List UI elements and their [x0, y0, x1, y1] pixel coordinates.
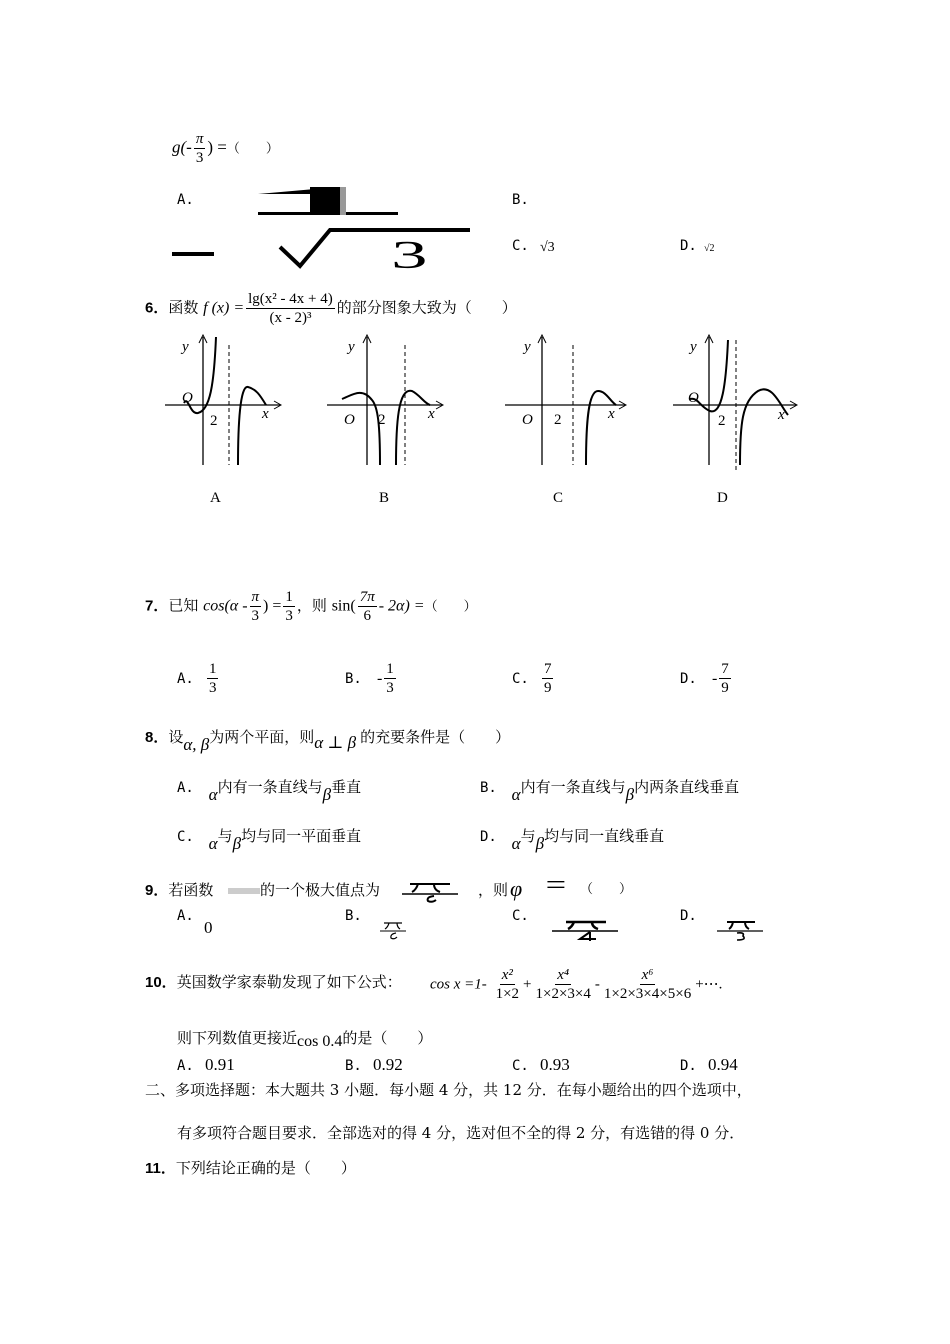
- beta-symbol: β: [232, 834, 242, 853]
- q10-line2: [177, 1028, 432, 1049]
- q5-option-c-label: C.: [512, 238, 529, 254]
- q7-sin-tail: - 2α) =: [378, 597, 425, 615]
- q10-option-c: [512, 1055, 570, 1075]
- one-numerator: 1: [285, 589, 293, 605]
- plus-sign: +: [523, 976, 532, 993]
- q9-mid: 的一个极大值点为: [260, 881, 381, 899]
- option-value: 0.92: [372, 1055, 403, 1074]
- q7-stem: [145, 588, 477, 625]
- q9-stem: [145, 880, 213, 901]
- q6-fraction: [246, 290, 335, 327]
- option-label: B.: [345, 1058, 362, 1074]
- origin-label: O: [344, 412, 355, 428]
- option-label: B.: [480, 780, 497, 796]
- q7-paren: （ ）: [424, 599, 477, 615]
- q9-option-c-image: [550, 918, 620, 942]
- q5-g: g(-: [172, 137, 192, 157]
- q9-option-a-label: A.: [177, 908, 194, 924]
- option-label: C.: [512, 1058, 529, 1074]
- q5-option-d-value: √2: [704, 243, 715, 254]
- q6-graph-b-label: B: [379, 490, 390, 506]
- q7-lead: 已知: [168, 596, 199, 615]
- q7-number: 7．: [145, 597, 169, 615]
- q8-option-a: [177, 777, 362, 804]
- q5-close: ) =: [207, 137, 227, 157]
- q9-number: 9．: [145, 882, 169, 899]
- numerator: 7: [543, 661, 552, 677]
- term-numerator: x²: [501, 967, 513, 983]
- origin-label: O: [182, 390, 193, 406]
- option-text: 与: [217, 827, 233, 845]
- q7-frac-7pi6: [358, 588, 377, 625]
- q5-stem: [172, 130, 279, 167]
- section-2-heading-line1: 二、多项选择题：本大题共 3 小题．每小题 4 分，共 12 分．在每小题给出的四个选项中，: [145, 1081, 752, 1099]
- q10-number: 10．: [145, 974, 177, 991]
- q6-graph-a-label: A: [210, 490, 221, 506]
- denominator: 3: [386, 680, 394, 696]
- denominator: 3: [208, 680, 217, 696]
- q6-stem: [145, 290, 517, 327]
- q7-cos: cos(α -: [203, 597, 248, 615]
- seven-pi-numerator: 7π: [359, 589, 375, 605]
- option-label: A.: [177, 671, 194, 687]
- x-axis-label: x: [778, 407, 785, 423]
- q6-graph-d: [668, 325, 808, 475]
- q8-option-b: [480, 777, 740, 804]
- option-label: D.: [480, 829, 497, 845]
- term-numerator: x⁴: [557, 967, 570, 983]
- denominator: 9: [721, 680, 729, 696]
- q9-pi-over-6-image: [400, 880, 460, 904]
- option-text: 内两条直线垂直: [634, 778, 740, 796]
- tick-2-label: 2: [718, 413, 726, 429]
- q7-option-d: [680, 660, 733, 697]
- q5-option-a-distorted-image: [170, 182, 480, 272]
- option-value: 0.93: [539, 1055, 570, 1074]
- q8-ab: α, β: [183, 735, 210, 754]
- q8-mid: 为两个平面，则: [209, 728, 315, 746]
- q6-graph-c-label: C: [553, 490, 564, 506]
- three-denominator: 3: [251, 608, 260, 624]
- q8-stem: [145, 727, 511, 754]
- option-label: D.: [680, 1058, 697, 1074]
- q6-graph-a: [160, 325, 290, 470]
- q9-function-image-blurred: [228, 885, 260, 897]
- origin-label: O: [688, 390, 699, 406]
- taylor-term-2: [534, 966, 593, 1003]
- y-axis-label: y: [348, 339, 355, 355]
- q11-stem: [145, 1158, 356, 1179]
- q8-lead: 设: [168, 728, 184, 746]
- svg-text:3: 3: [391, 232, 428, 272]
- q6-tail: 的部分图象大致为（ ）: [336, 298, 517, 317]
- q9-eq: =: [545, 870, 567, 901]
- option-value: 0.91: [204, 1055, 235, 1074]
- q8-option-c: [177, 826, 362, 853]
- cos-x-lhs: cos x =1-: [430, 976, 487, 993]
- q9-lead: 若函数: [168, 881, 214, 899]
- q6-fx: f (x) =: [203, 299, 245, 317]
- q9-paren: （ ）: [580, 882, 633, 897]
- y-axis-label: y: [524, 339, 531, 355]
- option-label: B.: [345, 671, 362, 687]
- three-denominator: 3: [195, 150, 204, 166]
- origin-label: O: [522, 412, 533, 428]
- option-sign: -: [376, 670, 383, 687]
- pi-numerator: π: [195, 131, 204, 147]
- q7-comma: ，则: [296, 596, 327, 615]
- beta-symbol: β: [535, 834, 545, 853]
- q5-fraction: [194, 130, 206, 167]
- q10-option-d: [680, 1055, 738, 1075]
- q7-frac-pi3: [250, 588, 262, 625]
- q5-paren: （ ）: [226, 141, 279, 157]
- alpha-symbol: α: [511, 834, 521, 853]
- term-denominator: 1×2×3×4: [535, 986, 591, 1002]
- minus-sign: -: [594, 976, 600, 993]
- taylor-term-3: [602, 966, 693, 1003]
- q9-option-a-value: 0: [204, 918, 213, 937]
- q5-option-d-label: D.: [680, 238, 697, 254]
- numerator: 1: [386, 661, 394, 677]
- option-text: 内有一条直线与: [217, 778, 323, 796]
- q10-stem: [145, 972, 402, 993]
- section-2-heading-line2: 有多项符合题目要求．全部选对的得 4 分，选对但不全的得 2 分，有选错的得 0 分．: [177, 1124, 745, 1142]
- q9-option-d-image: [715, 918, 765, 942]
- tick-2-label: 2: [210, 413, 218, 429]
- q6-graph-c: [500, 325, 640, 470]
- q8-option-d: [480, 826, 665, 853]
- q6-numerator: lg(x² - 4x + 4): [248, 291, 333, 307]
- q11-number: 11．: [145, 1160, 176, 1177]
- q9-option-d-label: D.: [680, 908, 697, 924]
- alpha-symbol: α: [208, 834, 218, 853]
- option-text: 与: [520, 827, 536, 845]
- q10-line2-tail: 的是（ ）: [342, 1029, 433, 1047]
- q5-option-c-value: √3: [540, 240, 555, 255]
- three-denominator: 3: [285, 608, 293, 624]
- q7-frac-13: [283, 588, 295, 625]
- q5-option-b-label: B.: [512, 192, 529, 208]
- q9-phi: φ: [510, 876, 523, 901]
- option-fraction: [207, 660, 219, 697]
- x-axis-label: x: [608, 406, 615, 422]
- q7-sin: sin(: [331, 597, 356, 615]
- option-label: D.: [680, 671, 697, 687]
- denominator: 9: [543, 680, 552, 696]
- q7-option-b: [345, 660, 398, 697]
- option-text: 内有一条直线与: [520, 778, 626, 796]
- q7-option-a: [177, 660, 220, 697]
- option-fraction: [719, 660, 731, 697]
- option-text: 均与同一平面垂直: [241, 827, 362, 845]
- option-fraction: [384, 660, 396, 697]
- q8-number: 8．: [145, 729, 169, 746]
- q10-taylor-formula: [430, 966, 722, 1003]
- q10-option-b: [345, 1055, 403, 1075]
- option-label: A.: [177, 780, 194, 796]
- q6-graph-b: [322, 325, 452, 470]
- cos-0.4: cos 0.4: [297, 1033, 343, 1050]
- option-label: C.: [177, 829, 194, 845]
- x-axis-label: x: [262, 406, 269, 422]
- option-value: 0.94: [707, 1055, 738, 1074]
- y-axis-label: y: [690, 339, 697, 355]
- option-label: C.: [512, 671, 529, 687]
- numerator: 1: [208, 661, 217, 677]
- ellipsis: +⋯.: [695, 976, 723, 993]
- term-denominator: 1×2: [495, 986, 520, 1002]
- six-denominator: 6: [363, 608, 371, 624]
- taylor-term-1: [494, 966, 521, 1003]
- q8-tail: 的充要条件是（ ）: [360, 728, 511, 746]
- option-fraction: [542, 660, 554, 697]
- q5-option-a-label: A.: [177, 192, 194, 208]
- q9-option-b-label: B.: [345, 908, 362, 924]
- option-text: 垂直: [331, 778, 362, 796]
- alpha-symbol: α: [208, 785, 218, 804]
- q7-option-c: [512, 660, 555, 697]
- q9-tail: ，则: [478, 881, 509, 899]
- q7-eq: ) =: [263, 597, 282, 615]
- numerator: 7: [721, 661, 729, 677]
- tick-2-label: 2: [378, 412, 386, 428]
- option-text: 均与同一直线垂直: [544, 827, 665, 845]
- beta-symbol: β: [625, 785, 635, 804]
- q6-denominator: (x - 2)³: [269, 310, 312, 326]
- q10-line2-lead: 则下列数值更接近: [177, 1029, 298, 1047]
- q6-graph-d-label: D: [717, 490, 728, 506]
- q10-option-a: [177, 1055, 235, 1075]
- q11-text: 下列结论正确的是（ ）: [175, 1159, 356, 1177]
- tick-2-label: 2: [554, 412, 562, 428]
- q10-lead: 英国数学家泰勒发现了如下公式：: [176, 973, 402, 991]
- q8-perp: α ⊥ β: [314, 733, 357, 752]
- term-numerator: x⁶: [641, 967, 654, 983]
- q6-number: 6．: [145, 299, 169, 317]
- x-axis-label: x: [428, 406, 435, 422]
- term-denominator: 1×2×3×4×5×6: [603, 986, 692, 1002]
- option-label: A.: [177, 1058, 194, 1074]
- beta-symbol: β: [322, 785, 332, 804]
- pi-numerator: π: [251, 589, 260, 605]
- q6-lead: 函数: [168, 298, 199, 317]
- option-sign: -: [711, 670, 718, 687]
- q9-option-b-image: [378, 920, 408, 942]
- q9-option-c-label: C.: [512, 908, 529, 924]
- y-axis-label: y: [182, 339, 189, 355]
- alpha-symbol: α: [511, 785, 521, 804]
